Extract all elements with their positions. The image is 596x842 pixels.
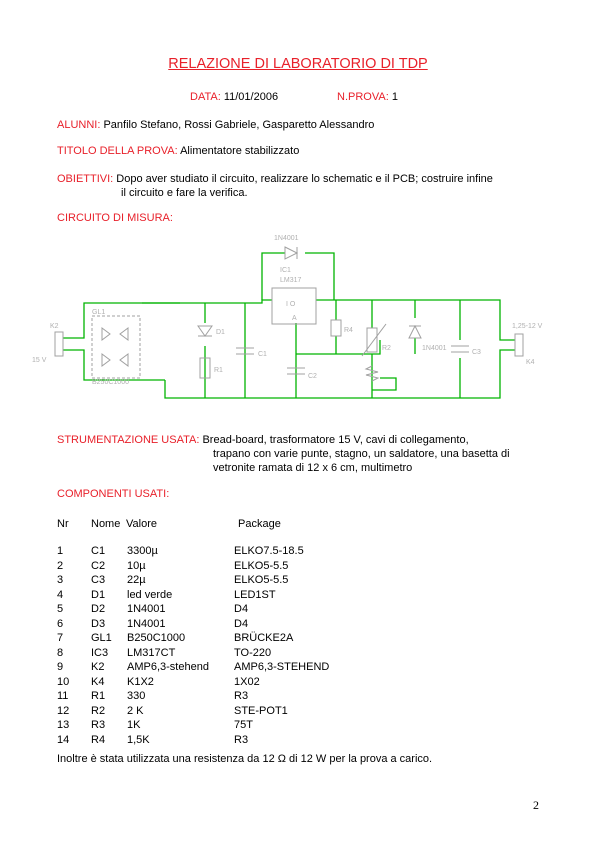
table-cell-nome: C2 — [91, 559, 106, 572]
table-cell-nome: D3 — [91, 617, 106, 630]
table-cell-package: 1X02 — [234, 675, 260, 688]
strumentazione-line1: Bread-board, trasformatore 15 V, cavi di collegamento, — [202, 434, 469, 446]
titolo-label: TITOLO DELLA PROVA: — [57, 145, 178, 157]
table-cell-nr: 6 — [57, 617, 64, 630]
table-cell-nr: 5 — [57, 603, 64, 615]
table-cell-package: ELKO5-5.5 — [234, 559, 289, 572]
table-cell-package: R3 — [234, 690, 249, 702]
strumentazione-label: STRUMENTAZIONE USATA: — [57, 434, 200, 446]
table-cell-nome: C3 — [91, 574, 106, 586]
label-input-voltage: 15 V — [32, 357, 47, 364]
table-cell-nome: C1 — [91, 545, 106, 557]
diode-top-icon — [285, 247, 297, 259]
table-cell-package: ELKO5-5.5 — [234, 574, 289, 586]
table-cell-package: TO-220 — [234, 646, 272, 659]
table-cell-nr: 14 — [57, 733, 70, 746]
table-cell-nome: D1 — [91, 588, 106, 601]
titolo-field — [57, 145, 299, 157]
table-cell-nome: R1 — [91, 690, 106, 702]
table-cell-valore: K1X2 — [127, 675, 154, 688]
obiettivi-field — [57, 173, 493, 185]
table-cell-nome: GL1 — [91, 632, 112, 644]
table-cell-valore: 1N4001 — [127, 603, 166, 615]
table-cell-package: D4 — [234, 617, 249, 630]
table-cell-valore: B250C1000 — [127, 632, 186, 644]
table-cell-nome: K4 — [91, 675, 105, 688]
table-cell-nr: 1 — [57, 545, 64, 557]
output-connector-icon — [515, 334, 523, 356]
label-conn-in: K2 — [50, 323, 59, 330]
date-label: DATA: — [190, 91, 221, 103]
page-title: RELAZIONE DI LABORATORIO DI TDP — [168, 56, 428, 72]
table-cell-nome: D2 — [91, 603, 106, 615]
table-cell-package: AMP6,3-STEHEND — [234, 661, 330, 673]
table-cell-nr: 9 — [57, 661, 64, 673]
table-cell-nr: 7 — [57, 632, 64, 644]
label-output-voltage: 1,25-12 V — [512, 323, 543, 330]
table-cell-package: STE-POT1 — [234, 704, 288, 717]
label-cap-c1: C1 — [258, 351, 267, 358]
alunni-value: Panfilo Stefano, Rossi Gabriele, Gasparetto Alessandro — [103, 119, 375, 131]
label-bridge-bottom: B250C1000 — [92, 379, 129, 386]
header-package: Package — [238, 518, 281, 530]
nprova-value: 1 — [391, 91, 398, 103]
table-cell-nr: 2 — [57, 559, 64, 572]
resistor-r4-icon — [331, 320, 341, 336]
header-nr: Nr — [57, 518, 69, 530]
alunni-label: ALUNNI: — [57, 119, 101, 131]
table-cell-valore: 1K — [127, 719, 141, 731]
table-cell-package: 75T — [234, 719, 253, 731]
date-value: 11/01/2006 — [223, 91, 279, 103]
nprova-field — [337, 91, 398, 103]
table-cell-package: LED1ST — [234, 588, 276, 601]
table-cell-valore: 22µ — [127, 574, 146, 586]
table-cell-nome: R4 — [91, 733, 106, 746]
label-ic-name: IC1 — [280, 267, 291, 274]
strumentazione-field — [57, 434, 469, 446]
label-cap-c2: C2 — [308, 373, 317, 380]
label-led: D1 — [216, 329, 225, 336]
input-connector-icon — [55, 332, 63, 356]
table-cell-valore: 2 K — [127, 704, 144, 717]
note-text: Inoltre è stata utilizzata una resistenza da 12 Ω di 12 W per la prova a carico. — [57, 753, 433, 765]
strumentazione-line2: trapano con varie punte, stagno, un saldatore, una basetta di — [213, 448, 510, 460]
label-ic-adj: A — [292, 315, 297, 322]
table-cell-nr: 12 — [57, 704, 70, 717]
table-cell-valore: 1N4001 — [127, 617, 166, 630]
table-cell-nr: 13 — [57, 719, 70, 731]
table-cell-valore: 10µ — [127, 559, 146, 572]
label-ic-pins: I O — [286, 301, 296, 308]
date-field — [190, 91, 278, 103]
label-diode-top: 1N4001 — [274, 235, 299, 242]
label-res-r1: R1 — [214, 367, 223, 374]
table-cell-valore: LM317CT — [127, 646, 176, 659]
obiettivi-line1: Dopo aver studiato il circuito, realizzare lo schematic e il PCB; costruire infine — [116, 173, 493, 185]
header-valore: Valore — [126, 518, 157, 530]
label-diode-right: 1N4001 — [422, 345, 447, 352]
page-number: 2 — [533, 798, 539, 812]
label-res-r4: R4 — [344, 327, 353, 334]
table-cell-valore: 3300µ — [127, 545, 158, 557]
nprova-label: N.PROVA: — [337, 91, 389, 103]
label-pot-r2: R2 — [382, 345, 391, 352]
obiettivi-label: OBIETTIVI: — [57, 173, 114, 185]
label-conn-out: K4 — [526, 359, 535, 366]
table-cell-package: D4 — [234, 603, 249, 615]
titolo-value: Alimentatore stabilizzato — [180, 145, 300, 157]
circuit-schematic — [30, 228, 570, 410]
table-cell-nome: R2 — [91, 704, 106, 717]
table-cell-nr: 10 — [57, 675, 70, 688]
table-cell-valore: led verde — [127, 588, 173, 601]
alunni-field — [57, 119, 374, 131]
table-cell-nr: 3 — [57, 574, 64, 586]
label-cap-c3: C3 — [472, 349, 481, 356]
header-nome: Nome — [91, 518, 121, 530]
led-icon — [198, 326, 212, 336]
circuito-label: CIRCUITO DI MISURA: — [57, 212, 173, 224]
schematic-wires — [63, 253, 515, 398]
potentiometer-r2-icon — [367, 328, 377, 352]
componenti-label: COMPONENTI USATI: — [57, 488, 170, 500]
label-ic-part: LM317 — [280, 277, 302, 284]
bridge-rectifier-icon — [92, 316, 140, 378]
table-cell-nr: 4 — [57, 588, 64, 601]
table-cell-nome: R3 — [91, 719, 106, 731]
table-cell-valore: 1,5K — [127, 733, 150, 746]
table-cell-package: BRÜCKE2A — [234, 632, 294, 644]
diode-right-icon — [409, 326, 421, 338]
table-cell-nr: 11 — [57, 690, 69, 702]
strumentazione-line3: vetronite ramata di 12 x 6 cm, multimetro — [213, 462, 413, 474]
obiettivi-line2: il circuito e fare la verifica. — [121, 187, 248, 199]
table-cell-nome: IC3 — [91, 646, 109, 659]
table-cell-nr: 8 — [57, 646, 64, 659]
label-bridge-top: GL1 — [92, 309, 106, 316]
table-cell-package: R3 — [234, 733, 249, 746]
table-cell-package: ELKO7.5-18.5 — [234, 545, 304, 557]
table-cell-nome: K2 — [91, 661, 105, 673]
table-cell-valore: AMP6,3-stehend — [127, 661, 209, 673]
table-cell-valore: 330 — [127, 690, 146, 702]
